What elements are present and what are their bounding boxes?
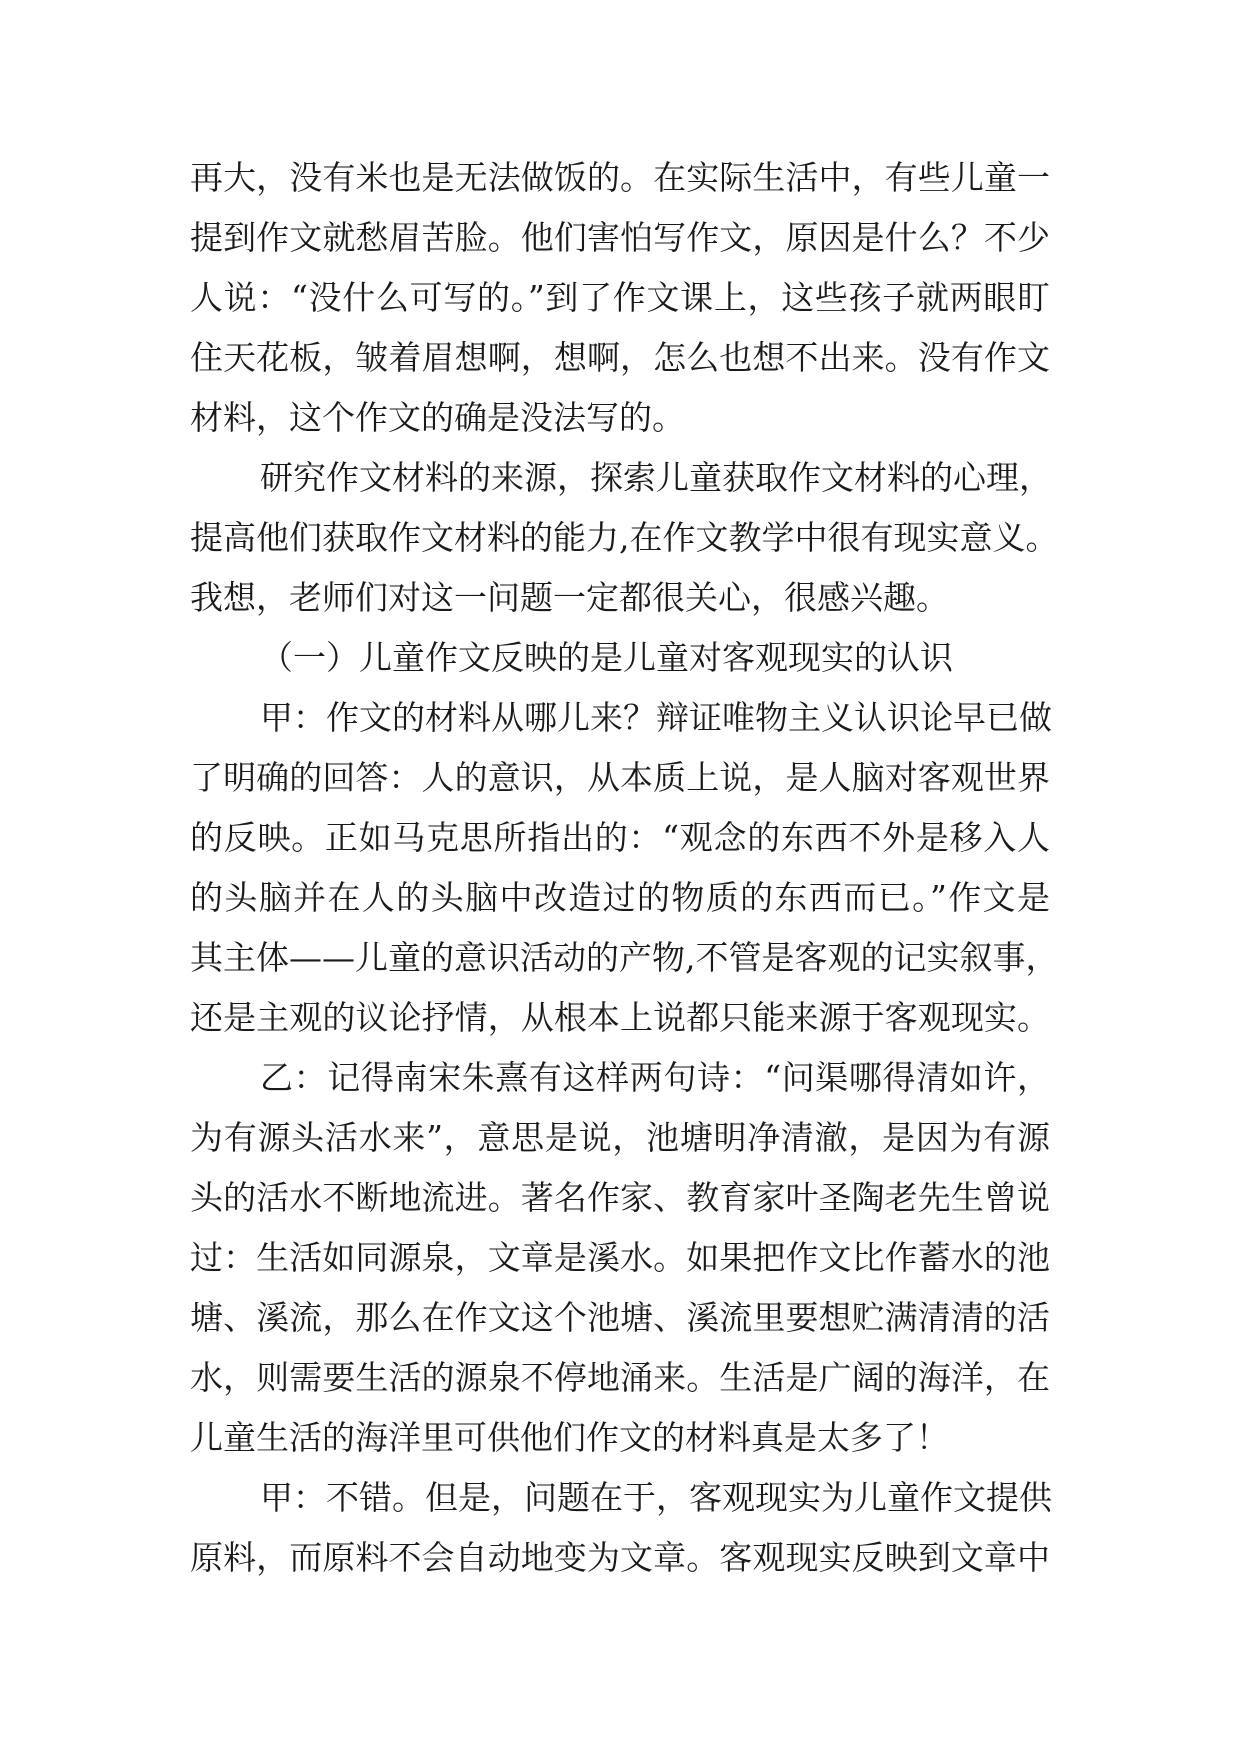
text-line-11: 了明确的回答：人的意识，从本质上说，是人脑对客观世界	[190, 758, 1050, 797]
text-line-19: 过：生活如同源泉，文章是溪水。如果把作文比作蓄水的池	[190, 1238, 1050, 1277]
text-line-22: 儿童生活的海洋里可供他们作文的材料真是太多了！	[190, 1418, 949, 1457]
text-line-14: 其主体——儿童的意识活动的产物,不管是客观的记实叙事，	[190, 938, 1059, 977]
section-heading: （一）儿童作文反映的是儿童对客观现实的认识	[260, 638, 953, 677]
text-line-17: 为有源头活水来”，意思是说，池塘明净清澈，是因为有源	[190, 1118, 1050, 1157]
text-line-18: 头的活水不断地流进。著名作家、教育家叶圣陶老先生曾说	[190, 1178, 1050, 1217]
text-line-23: 甲：不错。但是，问题在于，客观现实为儿童作文提供	[260, 1478, 1052, 1517]
text-line-16: 乙：记得南宋朱熹有这样两句诗：“问渠哪得清如许，	[260, 1058, 1050, 1097]
text-line-4: 住天花板，皱着眉想啊，想啊，怎么也想不出来。没有作文	[190, 338, 1050, 377]
text-line-7: 提高他们获取作文材料的能力,在作文教学中很有现实意义。	[190, 518, 1059, 557]
body-text	[190, 148, 1059, 1588]
text-line-12: 的反映。正如马克思所指出的：“观念的东西不外是移入人	[190, 818, 1050, 857]
text-line-6: 研究作文材料的来源，探索儿童获取作文材料的心理，	[260, 458, 1052, 497]
text-line-15: 还是主观的议论抒情，从根本上说都只能来源于客观现实。	[190, 998, 1050, 1037]
text-line-21: 水，则需要生活的源泉不停地涌来。生活是广阔的海洋，在	[190, 1358, 1050, 1397]
text-line-13: 的头脑并在人的头脑中改造过的物质的东西而已。”作文是	[190, 878, 1050, 917]
text-line-24: 原料，而原料不会自动地变为文章。客观现实反映到文章中	[190, 1538, 1050, 1577]
text-line-3: 人说：“没什么可写的。”到了作文课上，这些孩子就两眼盯	[190, 278, 1050, 317]
text-line-1: 再大，没有米也是无法做饭的。在实际生活中，有些儿童一	[190, 158, 1050, 197]
text-line-20: 塘、溪流，那么在作文这个池塘、溪流里要想贮满清清的活	[190, 1298, 1050, 1337]
document-page	[190, 148, 1059, 1588]
text-line-8: 我想，老师们对这一问题一定都很关心，很感兴趣。	[190, 578, 949, 617]
text-line-2: 提到作文就愁眉苦脸。他们害怕写作文，原因是什么？不少	[190, 218, 1050, 257]
text-line-10: 甲：作文的材料从哪儿来？辩证唯物主义认识论早已做	[260, 698, 1052, 737]
text-line-5: 材料，这个作文的确是没法写的。	[190, 398, 685, 437]
